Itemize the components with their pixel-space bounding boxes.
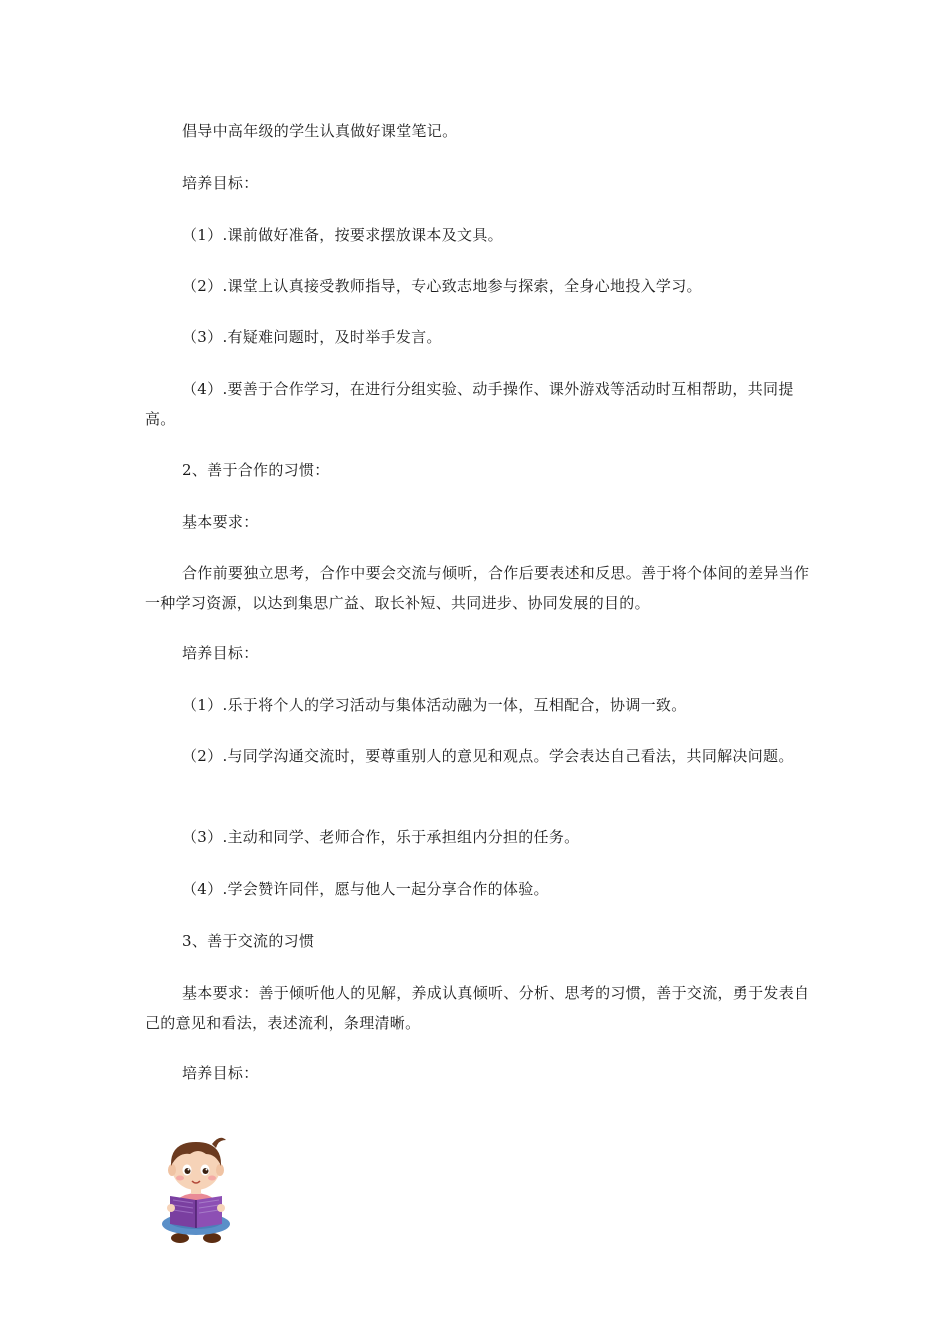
paragraph-communication-requirements: 基本要求：善于倾听他人的见解，养成认真倾听、分析、思考的习惯，善于交流，勇于发表自己的意见和看法，表述流利，条理清晰。 — [145, 984, 810, 1032]
paragraph-cooperation-requirements: 合作前要独立思考，合作中要会交流与倾听，合作后要表述和反思。善于将个体间的差异当作一种学习资源，以达到集思广益、取长补短、共同进步、协同发展的目的。 — [145, 564, 810, 612]
paragraph-coop-goal-2: （2）.与同学沟通交流时，要尊重别人的意见和观点。学会表达自己看法，共同解决问题。 — [182, 747, 794, 765]
paragraph-coop-goal-1: （1）.乐于将个人的学习活动与集体活动融为一体，互相配合，协调一致。 — [182, 696, 687, 714]
child-reading-book-icon — [158, 1134, 238, 1246]
paragraph-note-taking: 倡导中高年级的学生认真做好课堂笔记。 — [182, 122, 458, 140]
paragraph-goal-1: （1）.课前做好准备，按要求摆放课本及文具。 — [182, 226, 503, 244]
section-heading-cooperation: 2、善于合作的习惯： — [182, 461, 330, 479]
paragraph-goal-3: （3）.有疑难问题时，及时举手发言。 — [182, 328, 442, 346]
section-heading-communication: 3、善于交流的习惯 — [182, 932, 315, 950]
paragraph-goal-4: （4）.要善于合作学习，在进行分组实验、动手操作、课外游戏等活动时互相帮助，共同提高。 — [145, 380, 794, 428]
paragraph-training-goals-heading-3: 培养目标： — [182, 1064, 259, 1082]
paragraph-goal-2: （2）.课堂上认真接受教师指导，专心致志地参与探索，全身心地投入学习。 — [182, 277, 702, 295]
paragraph-coop-goal-4: （4）.学会赞许同伴，愿与他人一起分享合作的体验。 — [182, 880, 549, 898]
paragraph-coop-goal-3: （3）.主动和同学、老师合作，乐于承担组内分担的任务。 — [182, 828, 580, 846]
paragraph-training-goals-heading-2: 培养目标： — [182, 644, 259, 662]
paragraph-basic-requirements-heading: 基本要求： — [182, 513, 259, 531]
paragraph-training-goals-heading: 培养目标： — [182, 174, 259, 192]
